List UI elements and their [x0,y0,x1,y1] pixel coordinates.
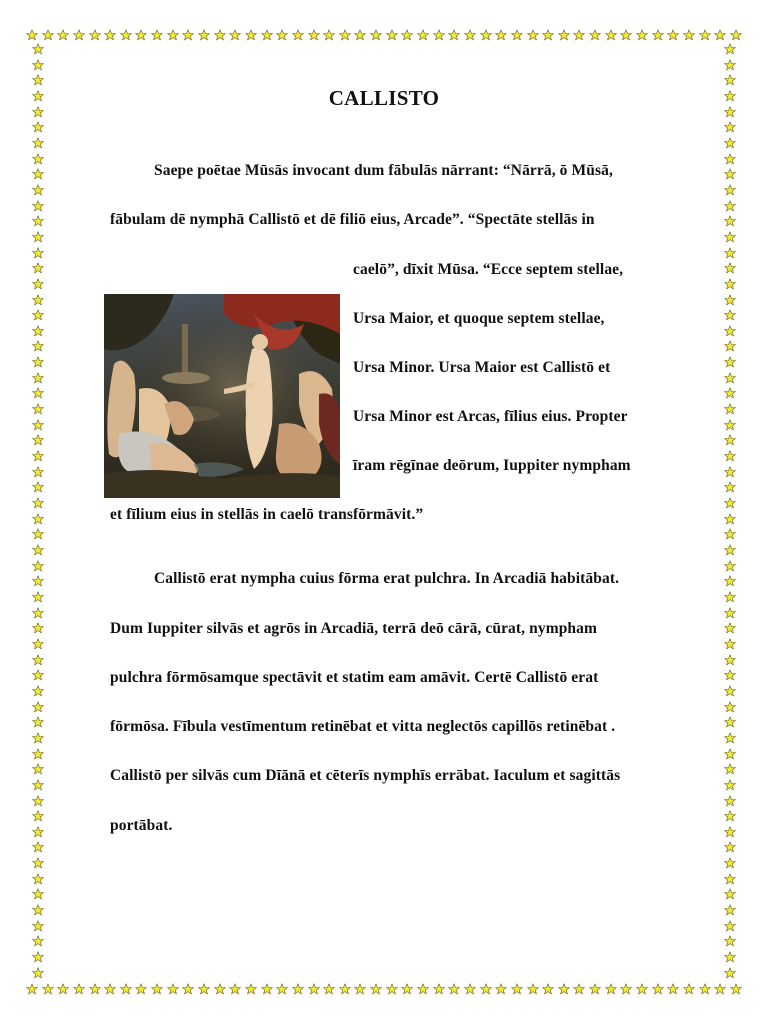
star-icon [32,184,44,196]
star-icon [32,153,44,165]
star-icon [495,983,507,995]
star-icon [32,387,44,399]
star-icon [724,560,736,572]
star-icon [229,983,241,995]
star-icon [32,779,44,791]
star-icon [26,29,38,41]
star-icon [620,29,632,41]
star-icon [370,29,382,41]
star-icon [32,262,44,274]
star-icon [261,29,273,41]
star-icon [32,419,44,431]
star-icon [542,983,554,995]
star-icon [73,983,85,995]
star-icon [527,29,539,41]
star-icon [724,262,736,274]
star-icon [724,200,736,212]
star-icon [573,983,585,995]
star-icon [724,309,736,321]
text-line: Callistō per silvās cum Dīānā et cēterīs nymphīs errābat. Iaculum et sagittās [110,767,621,784]
star-icon [32,795,44,807]
star-icon [589,29,601,41]
star-icon [261,983,273,995]
star-icon [167,983,179,995]
star-icon [724,340,736,352]
star-icon [42,29,54,41]
star-icon [104,983,116,995]
star-icon [32,591,44,603]
star-icon [724,967,736,979]
star-icon [32,231,44,243]
star-icon [724,779,736,791]
star-icon [724,419,736,431]
star-icon [724,857,736,869]
star-icon [292,29,304,41]
text-line: Saepe poētae Mūsās invocant dum fābulās nārrant: “Nārrā, ō Mūsā, [154,162,613,179]
star-icon [89,29,101,41]
star-icon [573,29,585,41]
text-line: portābat. [110,817,173,834]
star-icon [32,810,44,822]
star-icon [511,29,523,41]
star-icon [724,888,736,900]
star-icon [32,888,44,900]
star-icon [32,278,44,290]
star-icon [724,575,736,587]
star-icon [214,983,226,995]
star-icon [480,29,492,41]
star-icon [724,168,736,180]
star-icon [724,59,736,71]
star-icon [57,29,69,41]
star-icon [32,763,44,775]
star-icon [464,983,476,995]
painting-image [104,294,340,498]
star-icon [724,450,736,462]
star-icon [724,701,736,713]
star-icon [495,29,507,41]
star-icon [32,967,44,979]
star-icon [32,575,44,587]
star-icon [724,184,736,196]
star-icon [198,983,210,995]
star-icon [724,685,736,697]
star-icon [667,983,679,995]
star-icon [724,137,736,149]
star-icon [32,434,44,446]
star-icon [339,29,351,41]
star-icon [724,43,736,55]
text-line: Ursa Minor est Arcas, fīlius eius. Propter [353,408,628,425]
star-icon [32,200,44,212]
star-icon [433,29,445,41]
border-right [722,43,738,979]
star-icon [32,716,44,728]
star-icon [370,983,382,995]
star-icon [32,340,44,352]
text-line: Callistō erat nympha cuius fōrma erat pulchra. In Arcadiā habitābat. [154,570,620,587]
star-icon [667,29,679,41]
star-icon [32,59,44,71]
star-icon [32,920,44,932]
star-icon [32,685,44,697]
star-icon [32,466,44,478]
star-icon [724,294,736,306]
star-icon [527,983,539,995]
text-line: Ursa Maior, et quoque septem stellae, [353,310,605,327]
star-icon [636,983,648,995]
star-icon [724,153,736,165]
star-icon [151,29,163,41]
star-icon [135,29,147,41]
star-icon [724,403,736,415]
star-icon [32,638,44,650]
star-icon [354,29,366,41]
star-icon [724,247,736,259]
star-icon [32,481,44,493]
star-icon [32,935,44,947]
star-icon [558,983,570,995]
text-line: fōrmōsa. Fībula vestīmentum retinēbat et vitta neglectōs capillōs retinēbat . [110,718,616,735]
star-icon [386,983,398,995]
star-icon [167,29,179,41]
star-icon [32,137,44,149]
star-icon [724,544,736,556]
star-icon [32,701,44,713]
star-icon [558,29,570,41]
star-icon [32,904,44,916]
star-icon [26,983,38,995]
text-line: īram rēgīnae deōrum, Iuppiter nympham [353,457,631,474]
star-icon [589,983,601,995]
star-icon [32,622,44,634]
star-icon [245,29,257,41]
star-icon [699,29,711,41]
star-icon [229,29,241,41]
star-icon [724,748,736,760]
star-icon [32,951,44,963]
star-icon [724,826,736,838]
star-icon [32,168,44,180]
text-line: Dum Iuppiter silvās et agrōs in Arcadiā, terrā deō cārā, cūrat, nympham [110,620,598,637]
star-icon [32,74,44,86]
star-icon [724,387,736,399]
star-icon [683,29,695,41]
star-icon [636,29,648,41]
star-icon [724,873,736,885]
star-icon [724,732,736,744]
star-icon [724,231,736,243]
star-icon [724,951,736,963]
star-icon [448,983,460,995]
star-icon [724,513,736,525]
star-icon [32,857,44,869]
star-icon [32,732,44,744]
star-icon [32,309,44,321]
text-line: et fīlium eius in stellās in caelō transfōrmāvit.” [110,506,424,523]
star-icon [724,654,736,666]
star-icon [42,983,54,995]
star-icon [198,29,210,41]
star-icon [714,983,726,995]
star-icon [32,247,44,259]
star-icon [32,43,44,55]
border-bottom [26,981,742,997]
star-icon [730,983,742,995]
star-icon [32,513,44,525]
border-top [26,27,742,43]
star-icon [32,607,44,619]
star-icon [292,983,304,995]
star-icon [120,983,132,995]
star-icon [104,29,116,41]
border-left [30,43,46,979]
text-line: caelō”, dīxit Mūsa. “Ecce septem stellae, [353,261,624,278]
star-icon [714,29,726,41]
star-icon [417,983,429,995]
star-icon [32,654,44,666]
star-icon [724,795,736,807]
star-icon [32,826,44,838]
star-icon [724,716,736,728]
text-line: fābulam dē nymphā Callistō et dē filiō eius, Arcade”. “Spectāte stellās in [110,211,595,228]
star-icon [32,450,44,462]
star-icon [120,29,132,41]
star-icon [448,29,460,41]
star-icon [724,591,736,603]
star-icon [32,560,44,572]
star-icon [724,434,736,446]
star-icon [182,29,194,41]
star-icon [339,983,351,995]
star-icon [276,983,288,995]
star-icon [724,466,736,478]
star-icon [386,29,398,41]
star-icon [724,935,736,947]
star-icon [308,983,320,995]
star-icon [32,528,44,540]
star-icon [724,278,736,290]
star-icon [32,294,44,306]
text-line: Ursa Minor. Ursa Maior est Callistō et [353,359,611,376]
star-icon [724,121,736,133]
star-icon [724,74,736,86]
star-icon [724,528,736,540]
page-title: CALLISTO [328,86,440,110]
star-icon [724,904,736,916]
star-icon [724,607,736,619]
text-line: pulchra fōrmōsamque spectāvit et statim eam amāvit. Certē Callistō erat [110,669,599,686]
star-icon [32,748,44,760]
star-icon [32,356,44,368]
star-icon [32,121,44,133]
star-icon [32,669,44,681]
star-icon [542,29,554,41]
star-icon [276,29,288,41]
star-icon [323,983,335,995]
star-icon [724,920,736,932]
star-icon [214,29,226,41]
star-icon [151,983,163,995]
star-icon [182,983,194,995]
star-icon [480,983,492,995]
star-icon [620,983,632,995]
star-icon [724,215,736,227]
star-icon [730,29,742,41]
star-icon [433,983,445,995]
star-icon [699,983,711,995]
star-icon [57,983,69,995]
star-icon [417,29,429,41]
star-icon [32,873,44,885]
star-icon [464,29,476,41]
star-icon [683,983,695,995]
star-icon [605,983,617,995]
star-icon [652,29,664,41]
star-icon [323,29,335,41]
star-icon [89,983,101,995]
star-icon [135,983,147,995]
star-icon [32,497,44,509]
star-icon [511,983,523,995]
star-icon [32,544,44,556]
star-icon [724,325,736,337]
star-icon [32,215,44,227]
star-icon [724,622,736,634]
star-icon [73,29,85,41]
star-icon [245,983,257,995]
star-icon [32,325,44,337]
star-icon [724,638,736,650]
star-icon [308,29,320,41]
star-icon [724,372,736,384]
star-icon [724,497,736,509]
star-icon [401,29,413,41]
star-icon [605,29,617,41]
star-icon [32,403,44,415]
star-icon [652,983,664,995]
star-icon [724,763,736,775]
star-icon [724,841,736,853]
star-icon [401,983,413,995]
star-icon [32,372,44,384]
star-icon [32,841,44,853]
star-icon [354,983,366,995]
star-icon [724,669,736,681]
star-icon [724,356,736,368]
star-icon [724,481,736,493]
star-icon [724,810,736,822]
